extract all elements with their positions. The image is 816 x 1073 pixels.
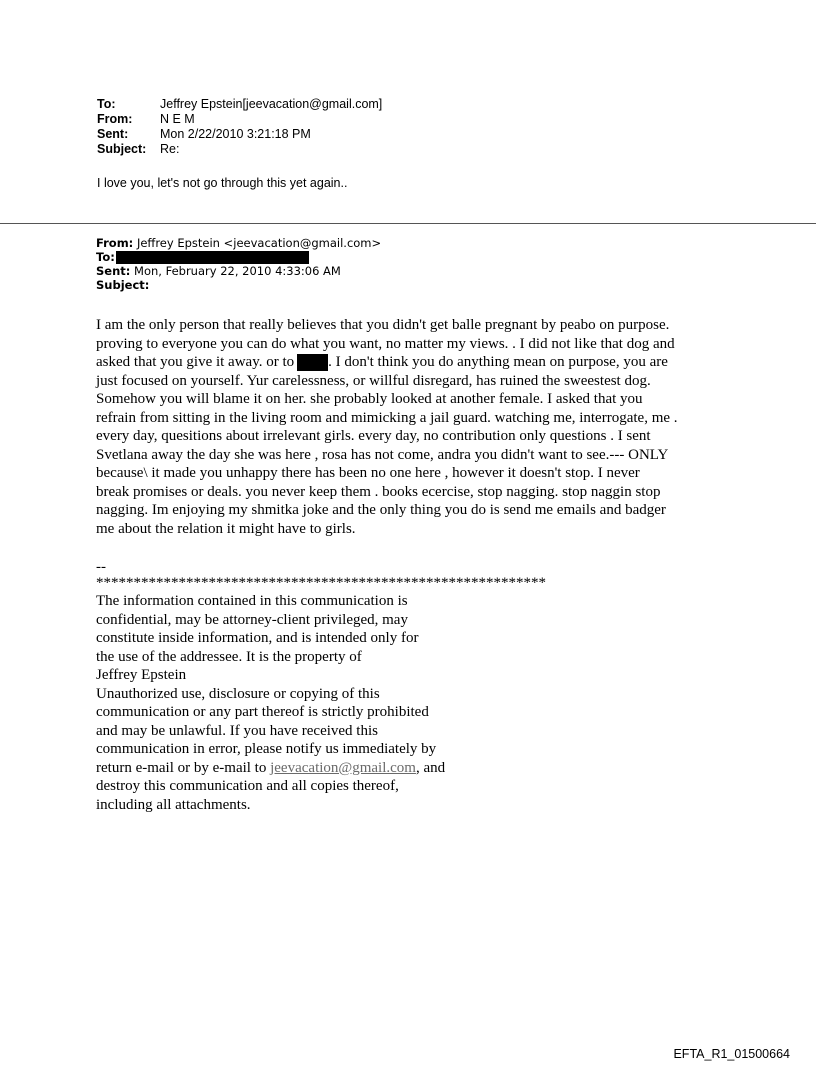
message-line: break promises or deals. you never keep them . books ecercise, stop nagging. stop naggin stop — [96, 483, 661, 500]
message-line: just focused on yourself. Yur carelessness, or willful disregard, has ruined the sweestest dog. — [96, 372, 651, 389]
email-link[interactable]: jeevacation@gmail.com — [270, 759, 416, 776]
message-line: refrain from sitting in the living room and mimicking a jail guard. watching me, interrogate, me . — [96, 409, 678, 426]
disclaimer-line: Unauthorized use, disclosure or copying of this — [96, 685, 380, 702]
message-line: Svetlana away the day she was here , rosa has not come, andra you didn't want to see.--- ONLY — [96, 446, 669, 463]
disclaimer-text: return e-mail or by e-mail to — [96, 759, 267, 776]
quoted-from-label: From: — [96, 236, 134, 250]
message-line: I am the only person that really believes that you didn't get balle pregnant by peabo on purpose. — [96, 317, 670, 333]
disclaimer-line: the use of the addressee. It is the property of — [96, 648, 362, 665]
signature-stars: ************************************************************ — [96, 575, 546, 591]
message-line-part: . I don't think you do anything mean on purpose, you are — [328, 354, 668, 370]
message-line-part: asked that you give it away. or to — [96, 354, 295, 370]
quoted-subject-label: Subject: — [96, 278, 150, 292]
disclaimer-line: including all attachments. — [96, 796, 251, 813]
message-line: Somehow you will blame it on her. she probably looked at another female. I asked that you — [96, 391, 643, 407]
to-value: Jeffrey Epstein[jeevacation@gmail.com] — [160, 97, 383, 111]
subject-label: Subject: — [97, 142, 147, 156]
message-body — [96, 316, 736, 538]
quoted-sent-row — [96, 264, 341, 278]
quoted-from-row — [96, 236, 381, 250]
quoted-from-value: Jeffrey Epstein <jeevacation@gmail.com> — [136, 236, 382, 250]
document-id: EFTA_R1_01500664 — [673, 1047, 790, 1061]
quoted-to-label: To: — [96, 250, 115, 264]
from-value: N E M — [160, 112, 195, 126]
header-subject-row — [97, 142, 179, 157]
redaction-to — [116, 251, 309, 264]
message-line: proving to everyone you can do what you want, no matter my views. . I did not like that dog and — [96, 335, 675, 352]
message-line: nagging. Im enjoying my shmitka joke and the only thing you do is send me emails and badger — [96, 502, 666, 518]
subject-value: Re: — [160, 142, 180, 156]
to-label: To: — [97, 97, 116, 111]
disclaimer-line: communication in error, please notify us immediately by — [96, 741, 437, 757]
disclaimer-line — [96, 759, 445, 778]
from-label: From: — [97, 112, 133, 126]
message-line: every day, quesitions about irrelevant girls. every day, no contribution only questions . I sent — [96, 428, 651, 444]
disclaimer-line: destroy this communication and all copies thereof, — [96, 778, 399, 794]
message-line — [96, 353, 736, 372]
quoted-sent-value: Mon, February 22, 2010 4:33:06 AM — [134, 264, 341, 278]
sent-label: Sent: — [97, 127, 129, 141]
disclaimer-line: The information contained in this communication is — [96, 593, 408, 609]
redaction-name — [297, 354, 328, 371]
disclaimer-line: and may be unlawful. If you have received this — [96, 722, 378, 739]
header-to-row — [97, 97, 382, 112]
quoted-sent-label: Sent: — [96, 264, 131, 278]
disclaimer-text: , and — [415, 759, 446, 776]
reply-body: I love you, let's not go through this yet again.. — [97, 176, 348, 190]
disclaimer-line: Jeffrey Epstein — [96, 667, 187, 683]
quoted-to-row — [96, 250, 309, 264]
disclaimer-line: constitute inside information, and is intended only for — [96, 630, 419, 646]
quoted-subject-row — [96, 278, 149, 292]
sent-value: Mon 2/22/2010 3:21:18 PM — [160, 127, 311, 141]
divider — [0, 223, 816, 224]
header-sent-row — [97, 127, 311, 142]
disclaimer-block — [96, 592, 445, 814]
signature-dashes: -- — [96, 559, 106, 575]
message-line: me about the relation it might have to girls. — [96, 520, 356, 537]
header-from-row — [97, 112, 195, 127]
disclaimer-line: confidential, may be attorney-client privileged, may — [96, 611, 408, 628]
message-line: because\ it made you unhappy there has been no one here , however it doesn't stop. I never — [96, 465, 640, 481]
disclaimer-line: communication or any part thereof is strictly prohibited — [96, 704, 429, 720]
